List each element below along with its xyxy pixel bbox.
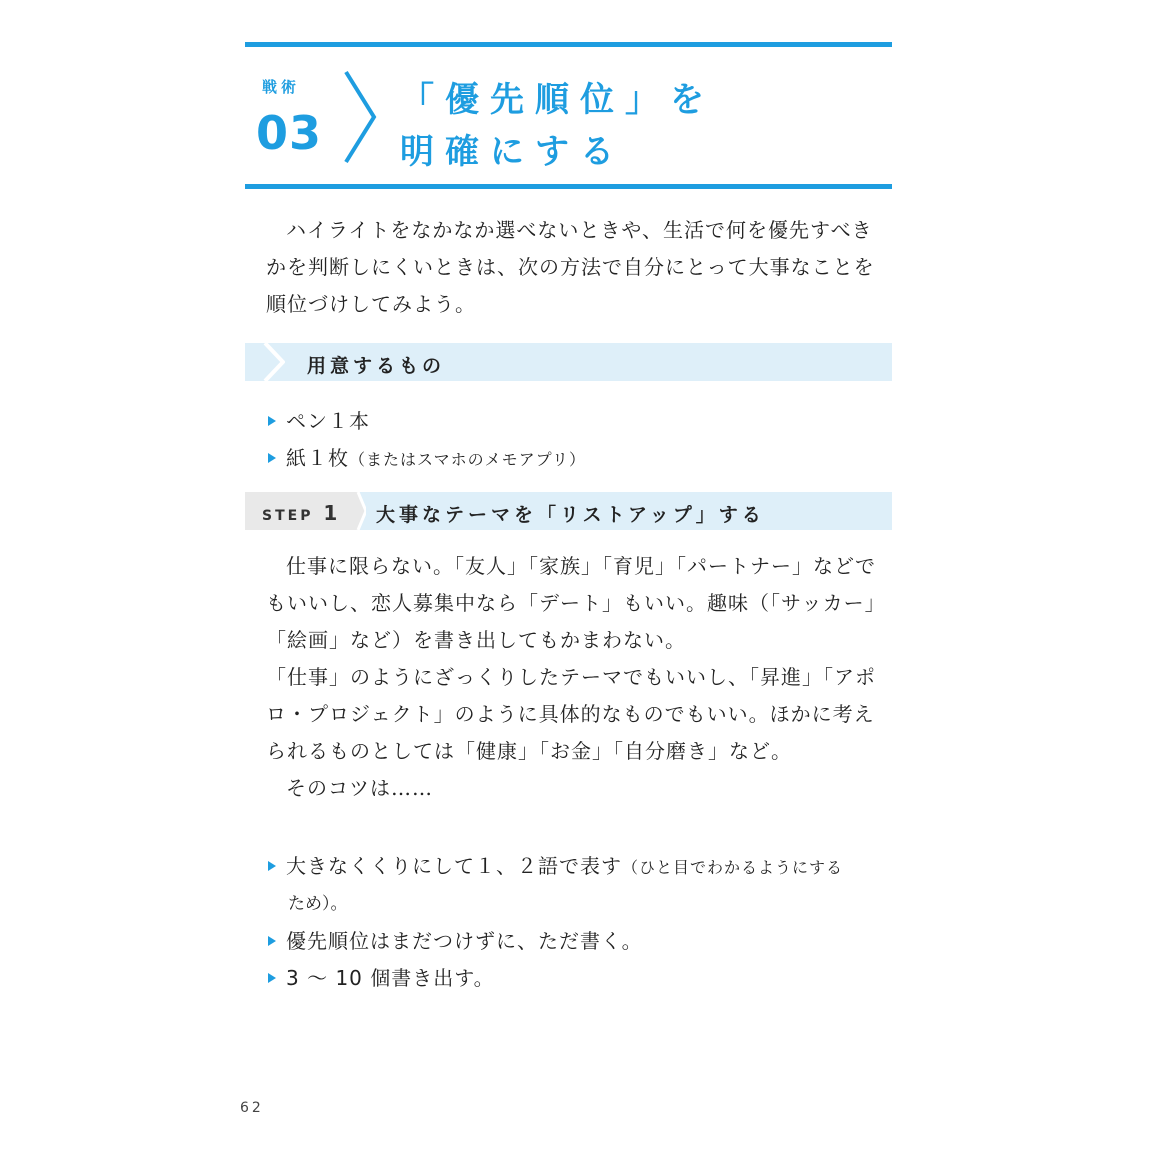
intro-text: ハイライトをなかなか選べないときや、生活で何を優先すべきかを判断しにくいときは、次の方法で自分にとって大事なことを順位づけしてみよう。	[266, 218, 875, 316]
bullet-triangle-icon	[268, 861, 276, 871]
step1-paragraph-2: 「仕事」のようにざっくりしたテーマでもいいし、「昇進」「アポロ・プロジェクト」のように具体的なものでもいい。ほかに考えられるものとしては「健康」「お金」「自分磨き」など。	[266, 665, 876, 763]
step-number: 1	[323, 501, 338, 525]
materials-item-text: ペン１本	[286, 409, 370, 433]
tip-item-text: 大きなくくりにして１、２語で表す	[286, 854, 622, 878]
step1-paragraph-1: 仕事に限らない。「友人」「家族」「育児」「パートナー」などでもいいし、恋人募集中なら「デート」もいい。趣味（「サッカー」「絵画」など）を書き出してもかまわない。	[266, 554, 876, 652]
tip-item-note: （ひと目でわかるようにする	[622, 858, 844, 877]
materials-item	[268, 405, 370, 434]
bullet-triangle-icon	[268, 416, 276, 426]
tip-item-text: 優先順位はまだつけずに、ただ書く。	[286, 929, 643, 953]
page-number: 62	[240, 1100, 264, 1116]
materials-item	[268, 442, 586, 471]
tactic-label: 戦術	[262, 78, 301, 96]
materials-chevron-icon	[263, 343, 285, 381]
step1-body	[266, 548, 876, 807]
bullet-triangle-icon	[268, 936, 276, 946]
page-title-line-2: 明確にする	[400, 132, 625, 172]
tip-item	[268, 962, 495, 991]
title-chevron-icon	[342, 70, 378, 164]
bullet-triangle-icon	[268, 973, 276, 983]
step-label	[262, 501, 337, 525]
tip-item	[268, 925, 643, 954]
step-arrow-icon	[344, 492, 366, 530]
tip-item-text: 3 ～ 10 個書き出す。	[286, 966, 495, 990]
tip-item-continuation: ため）。	[288, 894, 348, 914]
materials-heading: 用意するもの	[307, 355, 446, 377]
materials-item-text: 紙１枚	[286, 446, 349, 470]
page-title-line-1: 「優先順位」を	[400, 80, 715, 120]
header-bottom-rule	[245, 184, 892, 189]
header-top-rule	[245, 42, 892, 47]
step1-paragraph-3: そのコツは……	[286, 776, 433, 800]
intro-paragraph	[266, 212, 876, 323]
step1-heading: 大事なテーマを「リストアップ」する	[376, 504, 765, 526]
step-label-text: STEP	[262, 508, 314, 524]
materials-item-note: （またはスマホのメモアプリ）	[349, 450, 587, 469]
tip-item	[268, 850, 843, 879]
bullet-triangle-icon	[268, 453, 276, 463]
tactic-number: 03	[256, 106, 323, 160]
